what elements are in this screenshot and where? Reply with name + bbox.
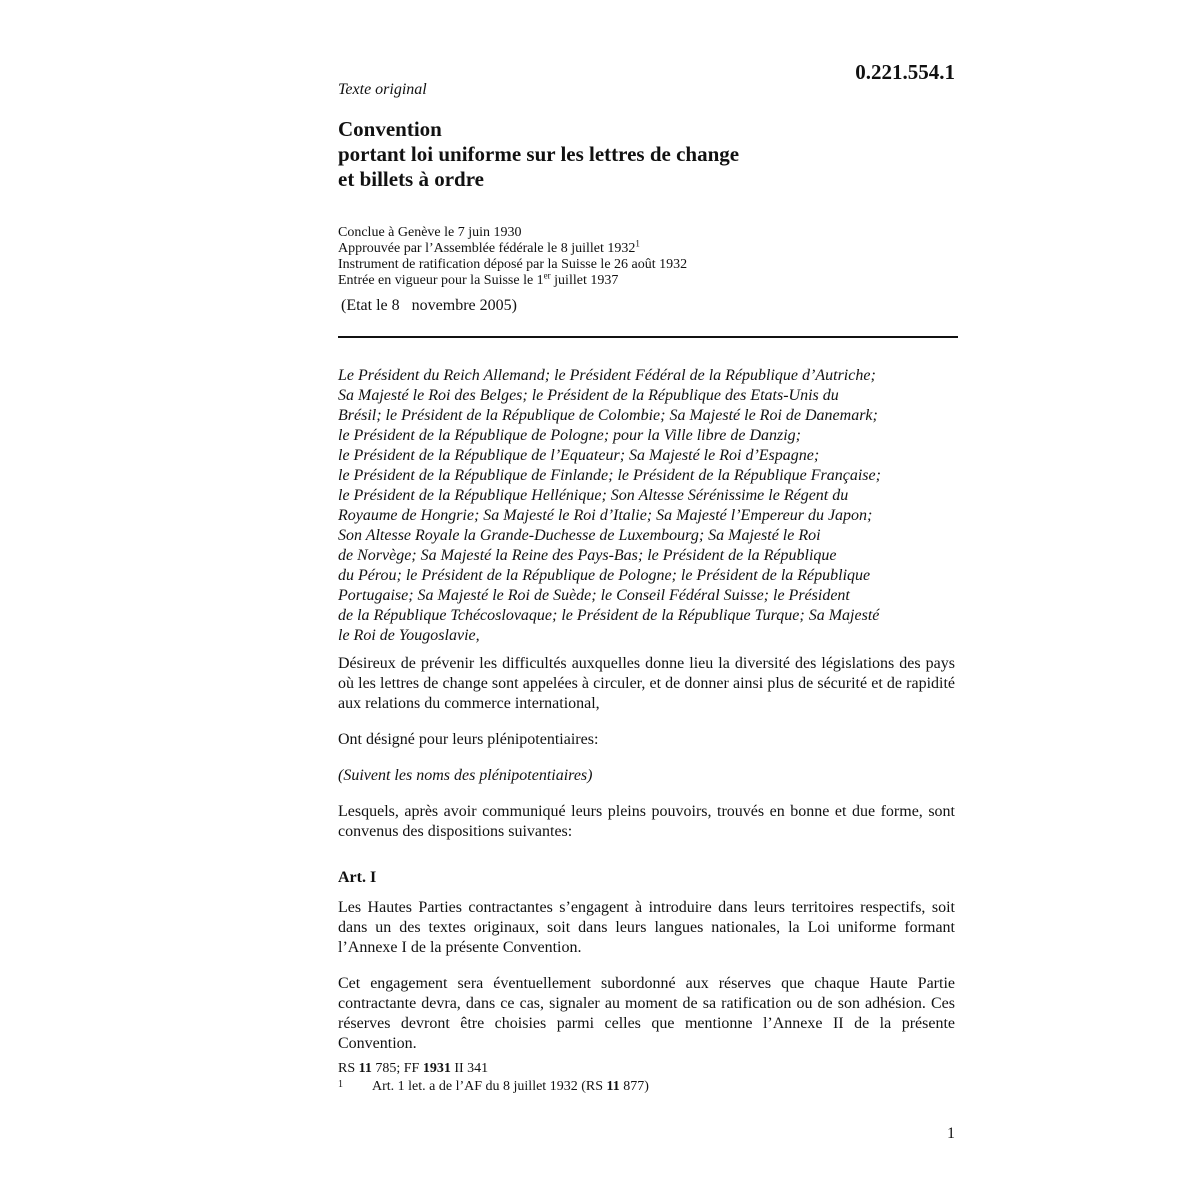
paragraph-lesquels: Lesquels, après avoir communiqué leurs pleins pouvoirs, trouvés en bonne et due forme, sont convenus des dispositions suivantes: — [338, 803, 955, 840]
paragraph-ont-designe: Ont désigné pour leurs plénipotentiaires: — [338, 731, 599, 748]
preamble-line: de Norvège; Sa Majesté la Reine des Pays-Bas; le Président de la République — [338, 547, 837, 564]
texte-original-label: Texte original — [338, 81, 427, 98]
footnote-1: 1 Art. 1 let. a de l’AF du 8 juillet 1932 (RS 11 877) — [338, 1079, 649, 1094]
preamble-line: Sa Majesté le Roi des Belges; le Président de la République des Etats-Unis du — [338, 387, 839, 404]
metadata-block — [338, 225, 687, 289]
rs-number: 0.221.554.1 — [855, 60, 955, 84]
header-divider — [338, 336, 958, 338]
preamble-line: Brésil; le Président de la République de Colombie; Sa Majesté le Roi de Danemark; — [338, 407, 878, 424]
preamble-line: Le Président du Reich Allemand; le Président Fédéral de la République d’Autriche; — [338, 367, 876, 384]
article-1-paragraph-2: Cet engagement sera éventuellement subordonné aux réserves que chaque Haute Partie contractante devra, dans ce cas, signaler au moment de sa ratification ou de son adhésion. Ces réserves devront être choisies parmi celles que mentionne l’Annexe II de la présente Convention. — [338, 975, 955, 1052]
footnote-ref-1[interactable]: 1 — [635, 238, 640, 249]
footnote-1-number: 1 — [338, 1079, 343, 1090]
title-line-1: Convention — [338, 117, 442, 141]
paragraph-suivent: (Suivent les noms des plénipotentiaires) — [338, 767, 593, 784]
paragraph-desireux: Désireux de prévenir les difficultés auxquelles donne lieu la diversité des législations des pays où les lettres de change sont appelées à circuler, et de donner ainsi plus de sécurité et de rapidité aux relations du commerce international, — [338, 655, 955, 712]
document-body — [338, 366, 955, 1070]
preamble-line: de la République Tchécoslovaque; le Président de la République Turque; Sa Majesté — [338, 607, 880, 624]
preamble-line: le Président de la République de Pologne; pour la Ville libre de Danzig; — [338, 427, 802, 444]
preamble-line: le Roi de Yougoslavie, — [338, 627, 480, 644]
title-line-3: et billets à ordre — [338, 167, 484, 191]
meta-approuvee: Approuvée par l’Assemblée fédérale le 8 juillet 1932$^1$ — [338, 238, 640, 256]
preamble-line: le Président de la République de Finlande; le Président de la République Française; — [338, 467, 881, 484]
preamble-line: Portugaise; Sa Majesté le Roi de Suède; le Conseil Fédéral Suisse; le Président — [338, 587, 850, 604]
preamble-line: le Président de la République Hellénique; Son Altesse Sérénissime le Régent du — [338, 487, 849, 504]
meta-instrument: Instrument de ratification déposé par la Suisse le 26 août 1932 — [338, 257, 688, 272]
preamble-line: Royaume de Hongrie; Sa Majesté le Roi d’Italie; Sa Majesté l’Empereur du Japon; — [338, 507, 873, 524]
preamble — [338, 366, 955, 646]
etat-date: (Etat le 8 novembre 2005) — [341, 297, 517, 314]
meta-entree: Entrée en vigueur pour la Suisse le 1er juillet 1937 — [338, 270, 619, 288]
preamble-line: du Pérou; le Président de la République de Pologne; le Président de la République — [338, 567, 871, 584]
document-title — [338, 117, 739, 192]
preamble-line: le Président de la République de l’Equateur; Sa Majesté le Roi d’Espagne; — [338, 447, 820, 464]
preamble-line: Son Altesse Royale la Grande-Duchesse de Luxembourg; Sa Majesté le Roi — [338, 527, 821, 544]
article-1-paragraph-1: Les Hautes Parties contractantes s’engagent à introduire dans leurs territoires respectifs, soit dans un des textes originaux, soit dans leurs langues nationales, la Loi uniforme formant l’Annexe I de la présente Convention. — [338, 899, 955, 956]
meta-conclue: Conclue à Genève le 7 juin 1930 — [338, 225, 522, 240]
title-line-2: portant loi uniforme sur les lettres de change — [338, 142, 740, 166]
article-1-heading: Art. I — [338, 869, 377, 886]
page-number: 1 — [947, 1125, 955, 1142]
footnotes — [338, 1060, 649, 1096]
footnote-rs-ff: RS 11 785; FF 1931 II 341 — [338, 1061, 489, 1076]
